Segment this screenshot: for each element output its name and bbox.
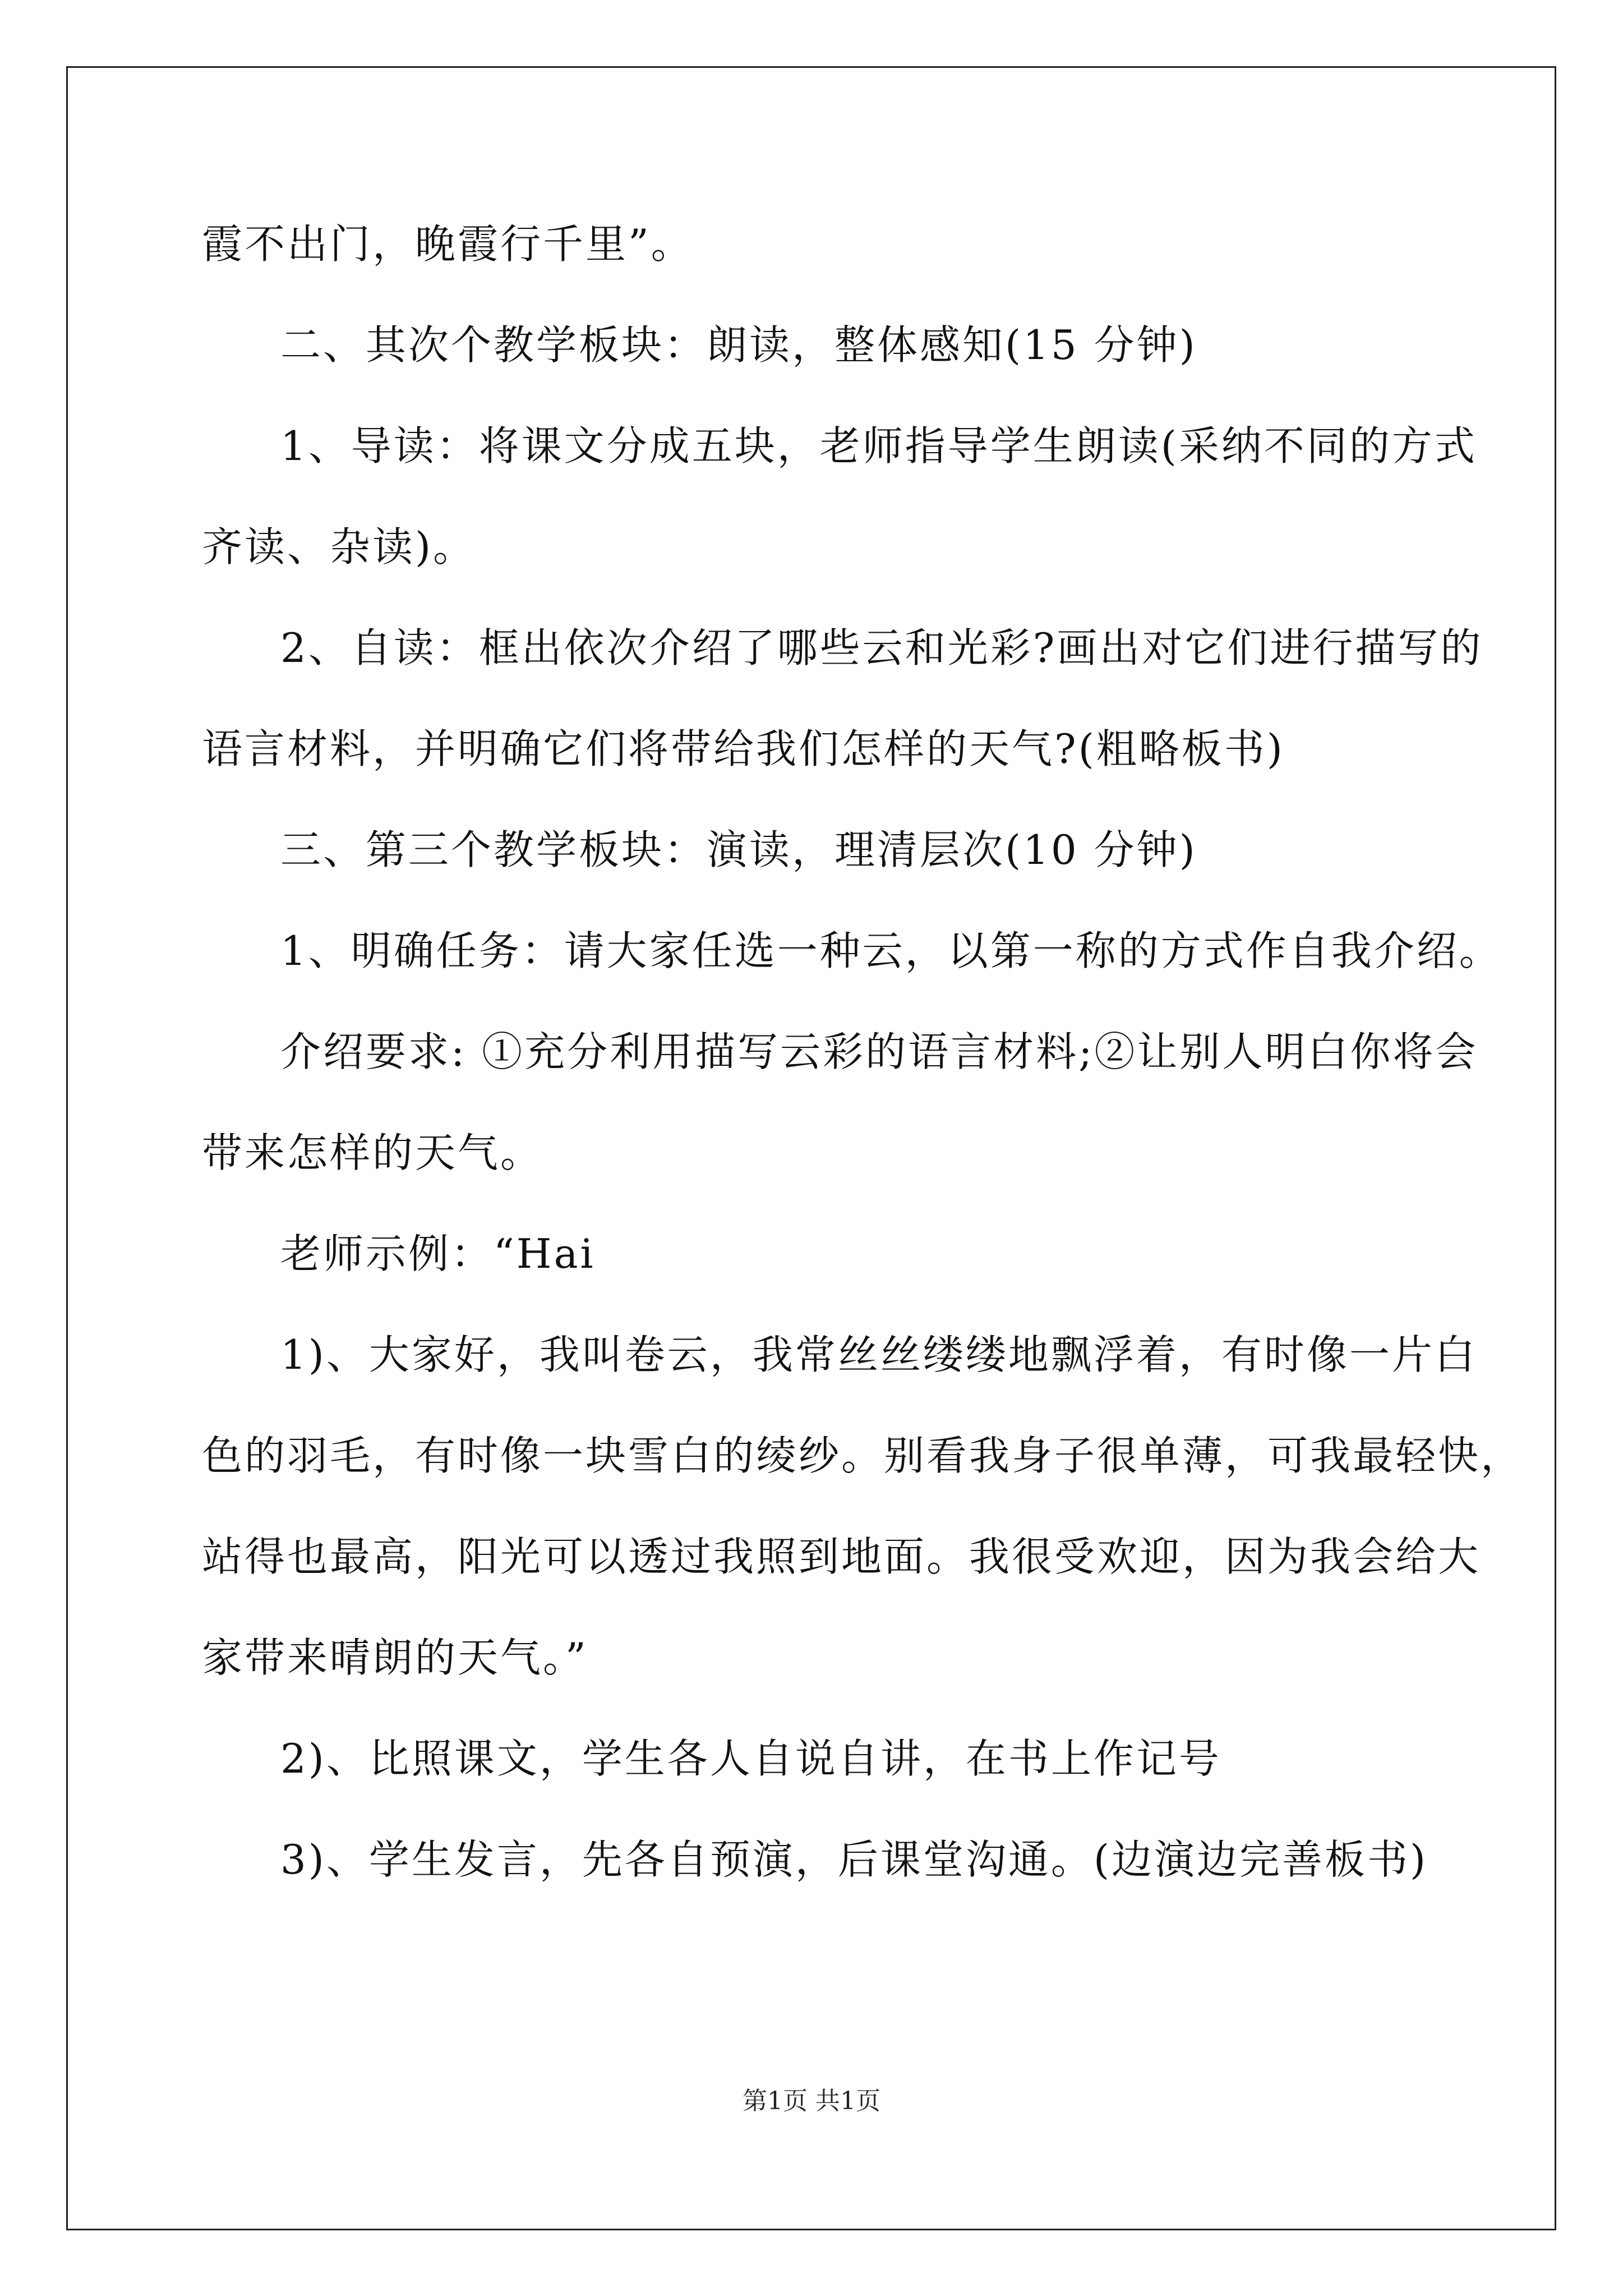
text-line: 家带来晴朗的天气。”: [202, 1634, 588, 1681]
text-line: 1、导读：将课文分成五块，老师指导学生朗读(采纳不同的方式: [280, 422, 1477, 470]
text-line: 介绍要求: ①充分利用描写云彩的语言材料;②让别人明白你将会: [280, 1028, 1478, 1075]
text-line: 2、自读：框出依次介绍了哪些云和光彩?画出对它们进行描写的: [280, 624, 1483, 671]
text-line: 2)、比照课文，学生各人自说自讲，在书上作记号: [280, 1735, 1221, 1782]
text-line: 语言材料，并明确它们将带给我们怎样的天气?(粗略板书): [202, 725, 1285, 772]
text-line: 色的羽毛，有时像一块雪白的绫纱。别看我身子很单薄，可我最轻快，: [202, 1432, 1524, 1479]
text-line: 老师示例：“Hai: [280, 1230, 596, 1277]
text-line: 3)、学生发言，先各自预演，后课堂沟通。(边演边完善板书): [280, 1836, 1428, 1883]
section-heading: 二、其次个教学板块：朗读，整体感知(15 分钟): [280, 321, 1197, 369]
page-number-footer: 第1页 共1页: [743, 2087, 880, 2115]
text-line: 1、明确任务：请大家任选一种云，以第一称的方式作自我介绍。: [280, 927, 1502, 974]
text-line: 霞不出门，晚霞行千里”。: [202, 220, 694, 268]
text-line: 站得也最高，阳光可以透过我照到地面。我很受欢迎，因为我会给大: [202, 1533, 1481, 1580]
text-line: 1)、大家好，我叫卷云，我常丝丝缕缕地飘浮着，有时像一片白: [280, 1331, 1477, 1378]
text-line: 带来怎样的天气。: [202, 1129, 543, 1176]
text-line: 齐读、杂读)。: [202, 523, 476, 570]
section-heading: 三、第三个教学板块：演读，理清层次(10 分钟): [280, 826, 1197, 873]
